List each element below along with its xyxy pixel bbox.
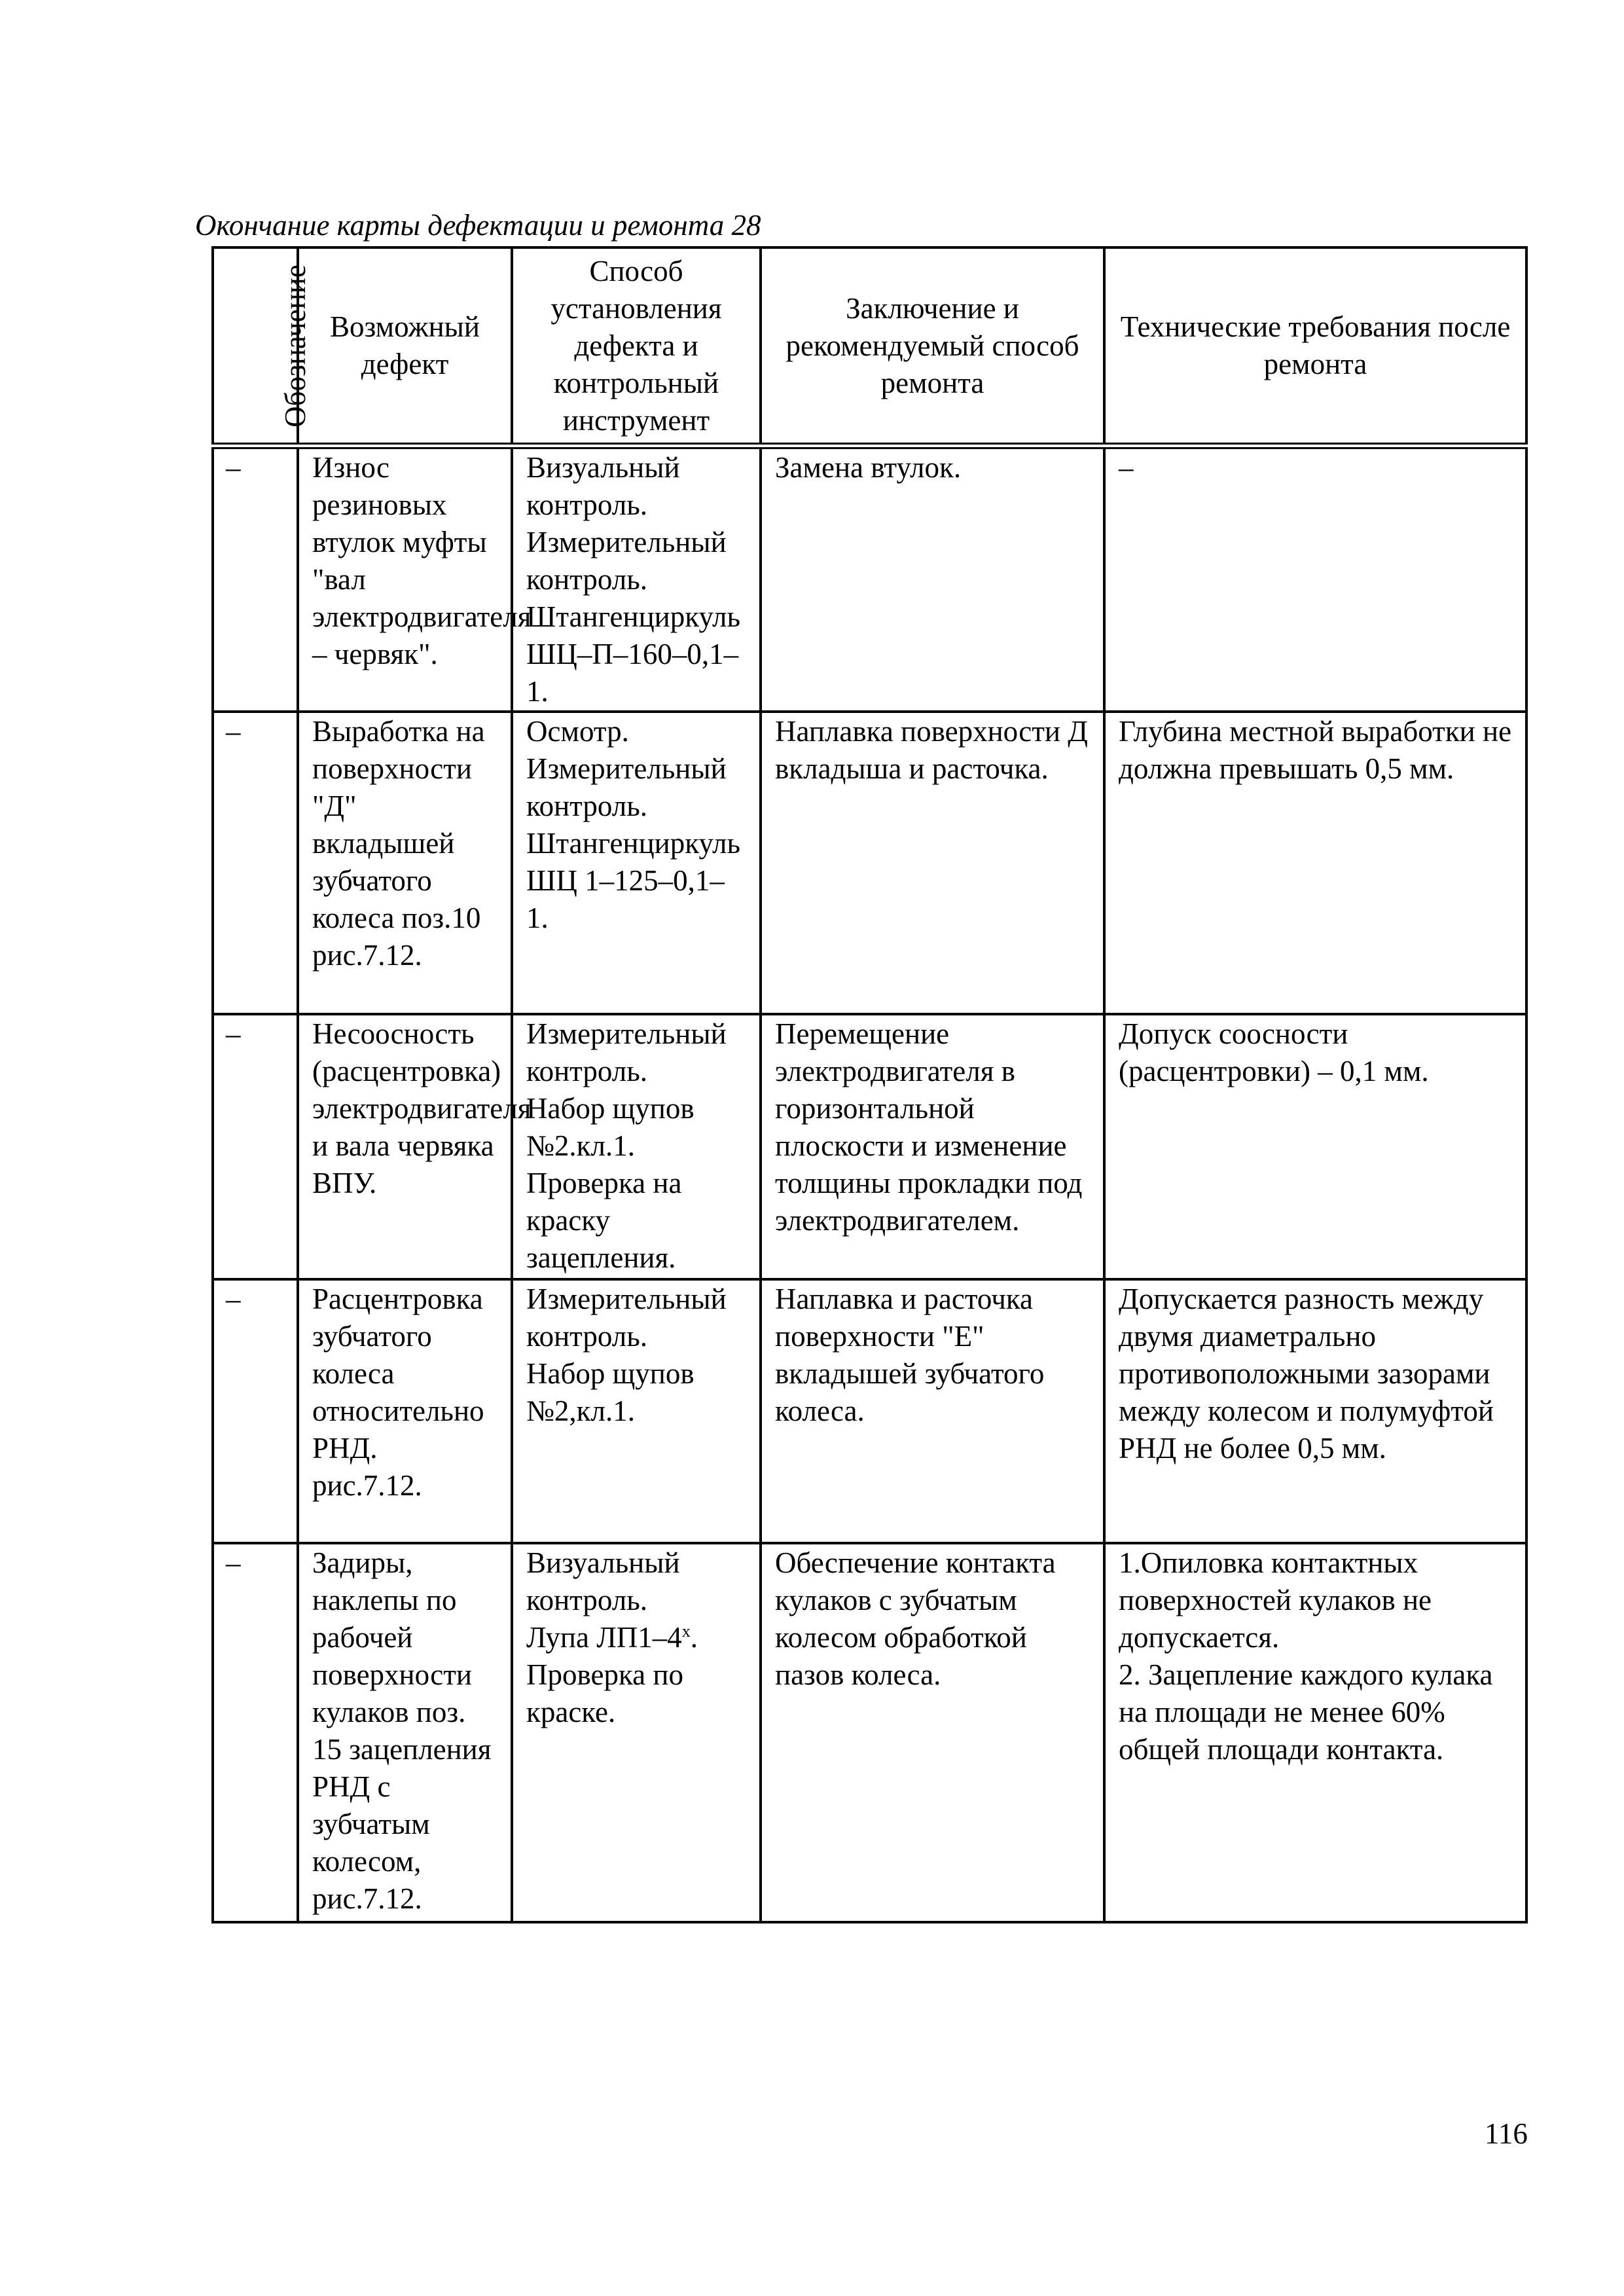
cell-defect: Выработка на поверхности "Д" вкладышей зубчатого колеса поз.10 рис.7.12. [298, 712, 512, 1014]
cell-method-text-end: . Проверка по краске. [526, 1621, 698, 1728]
table-caption: Окончание карты дефектации и ремонта 28 [195, 209, 761, 242]
cell-method-text: Визуальный контроль. Лупа ЛП1–4 [526, 1546, 682, 1654]
cell-method: Визуальный контроль. Измерительный контроль. Штангенциркуль ШЦ–П–160–0,1–1. [512, 446, 761, 712]
cell-conclusion: Обеспечение контакта кулаков с зубчатым колесом обработкой пазов колеса. [761, 1543, 1104, 1922]
header-defect: Возможный дефект [298, 247, 512, 446]
cell-requirements: – [1104, 446, 1526, 712]
table-row [213, 1279, 1526, 1543]
cell-designation: – [213, 1014, 298, 1279]
cell-conclusion: Наплавка и расточка поверхности "Е" вкладышей зубчатого колеса. [761, 1279, 1104, 1543]
defect-map-table [211, 246, 1528, 1923]
cell-method: Измерительный контроль. Набор щупов №2.кл.1. Проверка на краску зацепления. [512, 1014, 761, 1279]
header-conclusion: Заключение и рекомендуемый способ ремонта [761, 247, 1104, 446]
header-designation [213, 247, 312, 446]
cell-method: Измерительный контроль. Набор щупов №2,кл.1. [512, 1279, 761, 1543]
table-header-row [213, 247, 1526, 446]
cell-conclusion: Замена втулок. [761, 446, 1104, 712]
header-requirements: Технические требования после ремонта [1104, 247, 1526, 446]
cell-defect: Задиры, наклепы по рабочей поверхности кулаков поз. 15 зацепления РНД с зубчатым колесом, рис.7.12. [298, 1543, 512, 1922]
cell-requirements: 1.Опиловка контактных поверхностей кулаков не допускается. 2. Зацепление каждого кулака на площади не менее 60% общей площади контакта. [1104, 1543, 1526, 1922]
cell-requirements: Допускается разность между двумя диаметрально противоположными зазорами между колесом и полумуфтой РНД не более 0,5 мм. [1104, 1279, 1526, 1543]
header-method: Способ установления дефекта и контрольный инструмент [512, 247, 761, 446]
table-row [213, 446, 1526, 712]
cell-conclusion: Перемещение электродвигателя в горизонтальной плоскости и изменение толщины прокладки под электродвигателем. [761, 1014, 1104, 1279]
cell-designation: – [213, 446, 298, 712]
cell-conclusion: Наплавка поверхности Д вкладыша и расточка. [761, 712, 1104, 1014]
cell-designation: – [213, 712, 298, 1014]
cell-method: Осмотр. Измерительный контроль. Штангенциркуль ШЦ 1–125–0,1–1. [512, 712, 761, 1014]
cell-defect: Расцентровка зубчатого колеса относительно РНД. рис.7.12. [298, 1279, 512, 1543]
cell-defect: Износ резиновых втулок муфты "вал электродвигателя – червяк". [298, 446, 512, 712]
cell-method [512, 1543, 761, 1922]
cell-designation: – [213, 1543, 298, 1922]
cell-designation: – [213, 1279, 298, 1543]
cell-requirements: Допуск соосности (расцентровки) – 0,1 мм. [1104, 1014, 1526, 1279]
superscript-mark: х [681, 1622, 691, 1641]
table-row [213, 1543, 1526, 1922]
page-number: 116 [1485, 2117, 1528, 2150]
cell-requirements: Глубина местной выработки не должна превышать 0,5 мм. [1104, 712, 1526, 1014]
header-designation-label: Обозначение [278, 264, 312, 428]
cell-defect: Несоосность (расцентровка) электродвигателя и вала червяка ВПУ. [298, 1014, 512, 1279]
table-row [213, 1014, 1526, 1279]
table-row [213, 712, 1526, 1014]
